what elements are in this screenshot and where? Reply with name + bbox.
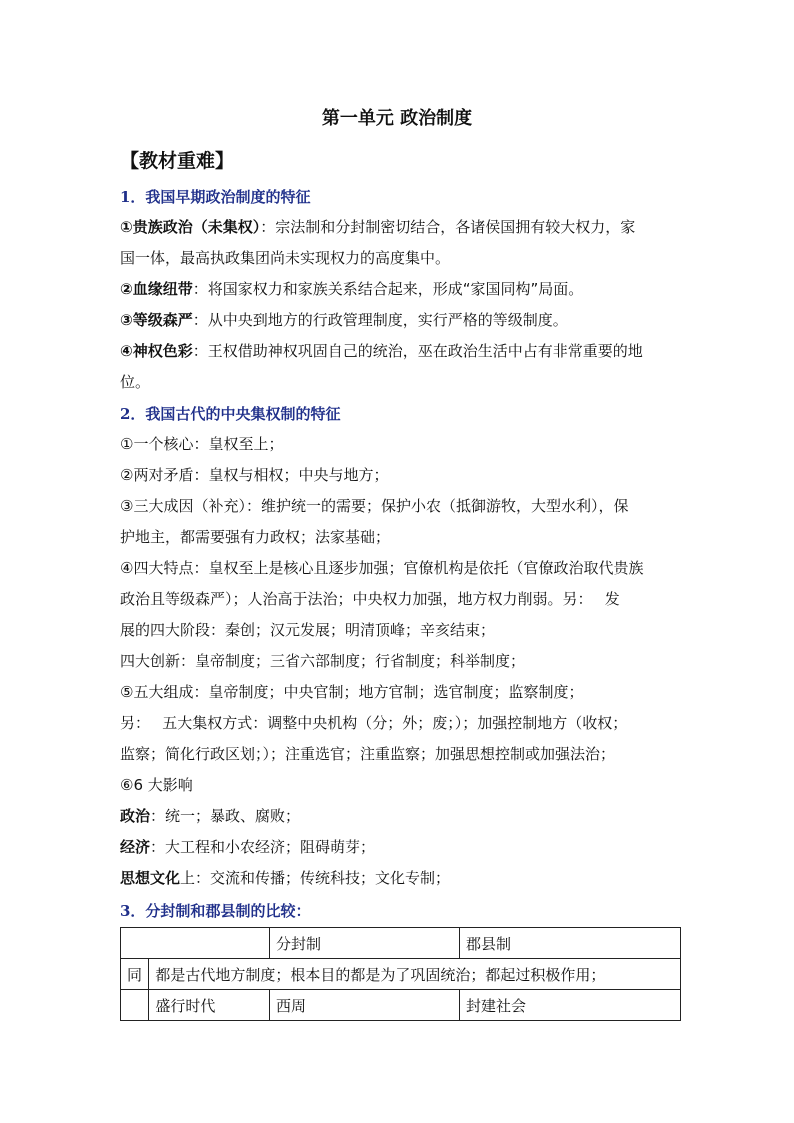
term-text: ：宗法制和分封制密切结合，各诸侯国拥有较大权力，家 [260, 218, 636, 236]
paragraph-line: ⑥6 大影响 [120, 776, 193, 794]
paragraph-line [120, 279, 690, 299]
table-cell: 西周 [270, 990, 460, 1021]
paragraph-line: ⑤五大组成：皇帝制度；中央官制；地方官制；选官制度；监察制度； [120, 683, 584, 701]
table-cell: 分封制 [270, 928, 460, 959]
paragraph-line: ③三大成因（补充）：维护统一的需要；保护小农（抵御游牧，大型水利），保 [120, 497, 629, 515]
paragraph-line [120, 868, 690, 888]
table-cell: 同 [121, 959, 149, 990]
term-label: 经济 [120, 838, 151, 856]
paragraph-line [120, 217, 690, 237]
term-text: ：将国家权力和家族关系结合起来，形成“家国同构”局面。 [192, 280, 584, 298]
paragraph-line [120, 837, 690, 857]
paragraph-line: 政治且等级森严）；人治高于法治；中央权力加强，地方权力削弱。另： 发 [120, 590, 620, 608]
table-cell: 郡县制 [460, 928, 681, 959]
paragraph-line [120, 310, 690, 330]
term-label: ①贵族政治（未集权） [120, 218, 261, 236]
term-text: ：大工程和小农经济；阻碍萌芽； [150, 838, 376, 856]
term-label: 思想文化 [120, 869, 181, 887]
table-row [121, 928, 681, 959]
table-cell: 封建社会 [460, 990, 681, 1021]
paragraph-line: ④四大特点：皇权至上是核心且逐步加强；官僚机构是依托（官僚政治取代贵族 [120, 559, 644, 577]
comparison-table [120, 927, 681, 1021]
paragraph-line: 另： 五大集权方式：调整中央机构（分；外；废；）；加强控制地方（收权； [120, 714, 628, 732]
paragraph-line: ①一个核心：皇权至上； [120, 435, 284, 453]
term-label: ②血缘纽带 [120, 280, 193, 298]
table-cell: 都是古代地方制度；根本目的都是为了巩固统治；都起过积极作用； [149, 959, 681, 990]
paragraph-line: 护地主，都需要强有力政权；法家基础； [120, 528, 391, 546]
paragraph-line [120, 341, 690, 361]
subsection-title-2: 2．我国古代的中央集权制的特征 [120, 405, 341, 423]
paragraph-line: 监察；简化行政区划；）；注重选官；注重监察；加强思想控制或加强法治； [120, 745, 616, 763]
term-text: ：王权借助神权巩固自己的统治，巫在政治生活中占有非常重要的地 [192, 342, 643, 360]
section-heading: 【教材重难】 [120, 150, 235, 172]
term-label: ③等级森严 [120, 311, 193, 329]
term-label: ④神权色彩 [120, 342, 193, 360]
term-text: ：统一；暴政、腐败； [150, 807, 301, 825]
subsection-title-3: 3．分封制和郡县制的比较： [120, 902, 311, 920]
paragraph-line: 展的四大阶段：秦创；汉元发展；明清顶峰；辛亥结束； [120, 621, 496, 639]
table-cell: 盛行时代 [149, 990, 270, 1021]
paragraph-line: 国一体，最高执政集团尚未实现权力的高度集中。 [120, 249, 451, 267]
term-text: 上：交流和传播；传统科技；文化专制； [180, 869, 451, 887]
table-row [121, 959, 681, 990]
term-label: 政治 [120, 807, 151, 825]
page-title: 第一单元 政治制度 [321, 108, 473, 129]
paragraph-line [120, 806, 690, 826]
term-text: ：从中央到地方的行政管理制度，实行严格的等级制度。 [192, 311, 568, 329]
paragraph-line: ②两对矛盾：皇权与相权；中央与地方； [120, 466, 389, 484]
paragraph-line: 位。 [120, 373, 151, 391]
table-cell [121, 990, 149, 1021]
paragraph-line: 四大创新：皇帝制度；三省六部制度；行省制度；科举制度； [120, 652, 526, 670]
table-row [121, 990, 681, 1021]
table-cell [121, 928, 270, 959]
subsection-title-1: 1．我国早期政治制度的特征 [120, 188, 311, 206]
